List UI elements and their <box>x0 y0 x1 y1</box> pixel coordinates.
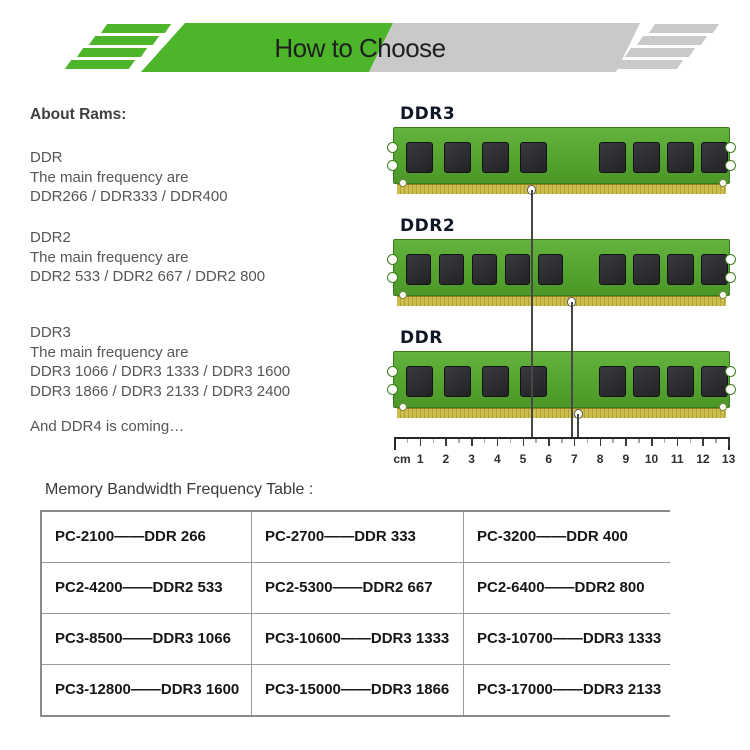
memory-chip <box>599 366 626 397</box>
banner-stripe-left <box>65 60 135 69</box>
module-label: DDR3 <box>400 104 456 124</box>
banner-stripe-left <box>77 48 147 57</box>
mounting-hole-icon <box>719 403 727 411</box>
gold-pins <box>397 408 726 418</box>
table-cell: PC3-10600——DDR3 1333 <box>252 614 463 664</box>
table-cell: PC2-6400——DDR2 800 <box>464 563 674 613</box>
memory-chip <box>444 366 471 397</box>
ruler-half-tick <box>433 439 435 443</box>
ruler-tick <box>420 439 422 446</box>
table-cell: PC-2100——DDR 266 <box>42 512 251 562</box>
ram-frequency-values: DDR3 1866 / DDR3 2133 / DDR3 2400 <box>30 382 291 400</box>
ruler-half-tick <box>587 439 589 443</box>
about-rams-text <box>30 106 380 435</box>
memory-chip <box>633 366 660 397</box>
table-cell: PC3-8500——DDR3 1066 <box>42 614 251 664</box>
memory-chip <box>505 254 530 285</box>
side-clip-icon <box>725 160 736 171</box>
side-clip-icon <box>387 160 398 171</box>
banner-stripe-right <box>625 48 695 57</box>
ruler-tick <box>728 439 730 446</box>
memory-chip <box>701 254 728 285</box>
ruler-tick <box>625 439 627 446</box>
side-clip-icon <box>387 384 398 395</box>
memory-chip <box>599 254 626 285</box>
table-heading: Memory Bandwidth Frequency Table : <box>45 481 314 498</box>
ram-frequency-values: DDR266 / DDR333 / DDR400 <box>30 188 228 205</box>
ruler-tick <box>445 439 447 446</box>
ruler-tick <box>523 439 525 446</box>
memory-chip <box>667 254 694 285</box>
ruler-unit-label: cm <box>393 452 411 466</box>
mounting-hole-icon <box>399 403 407 411</box>
frequency-table <box>40 510 670 717</box>
mounting-hole-icon <box>399 291 407 299</box>
banner-stripe-left <box>101 24 171 33</box>
ruler-tick <box>548 439 550 446</box>
ruler-half-tick <box>510 439 512 443</box>
ruler-half-tick <box>407 439 409 443</box>
memory-chip <box>538 254 563 285</box>
table-cell: PC3-10700——DDR3 1333 <box>464 614 674 664</box>
ruler-half-tick <box>458 439 460 443</box>
memory-chip <box>406 254 431 285</box>
ram-generation-section <box>30 148 228 207</box>
ruler-number: 12 <box>696 452 710 466</box>
ddr4-coming-note: And DDR4 is coming… <box>30 418 185 435</box>
memory-chip <box>599 142 626 173</box>
side-clip-icon <box>387 272 398 283</box>
ruler-number: 13 <box>721 452 736 466</box>
mounting-hole-icon <box>399 179 407 187</box>
ruler-tick <box>677 439 679 446</box>
gold-pins <box>397 184 726 194</box>
memory-chip <box>701 366 728 397</box>
mounting-hole-icon <box>719 179 727 187</box>
ram-frequency-values: DDR3 1066 / DDR3 1333 / DDR3 1600 <box>30 363 291 380</box>
gold-pins <box>397 296 726 306</box>
side-clip-icon <box>725 366 736 377</box>
ram-generation-name: DDR3 <box>30 324 71 341</box>
ruler-tick <box>574 439 576 446</box>
side-clip-icon <box>387 366 398 377</box>
ram-generation-name: DDR <box>30 149 63 166</box>
ruler-tick <box>471 439 473 446</box>
notch-guide-line <box>531 190 533 437</box>
memory-chip <box>520 142 547 173</box>
table-cell: PC3-17000——DDR3 2133 <box>464 665 674 715</box>
ram-generation-section <box>30 323 290 401</box>
notch-guide-line <box>577 414 579 437</box>
ram-generation-section <box>30 228 265 287</box>
memory-chip <box>472 254 497 285</box>
ruler-half-tick <box>664 439 666 443</box>
side-clip-icon <box>725 272 736 283</box>
memory-chip <box>701 142 728 173</box>
ruler-tick <box>651 439 653 446</box>
banner-title: How to Choose <box>274 33 446 63</box>
banner-stripe-right <box>637 36 707 45</box>
banner-stripe-left <box>89 36 159 45</box>
ruler-half-tick <box>484 439 486 443</box>
ram-frequency-intro: The main frequency are <box>30 168 189 186</box>
ruler-half-tick <box>535 439 537 443</box>
module-label: DDR <box>400 328 443 348</box>
memory-chip <box>406 142 433 173</box>
ruler-number: 6 <box>545 452 553 466</box>
ruler-number: 4 <box>493 452 501 466</box>
table-cell: PC3-12800——DDR3 1600 <box>42 665 251 715</box>
memory-chip <box>482 142 509 173</box>
ruler-number: 1 <box>416 452 424 466</box>
ram-generation-name: DDR2 <box>30 229 71 246</box>
ruler-number: 9 <box>622 452 630 466</box>
table-cell: PC3-15000——DDR3 1866 <box>252 665 463 715</box>
table-cell: PC-2700——DDR 333 <box>252 512 463 562</box>
memory-chip <box>633 142 660 173</box>
ruler-number: 3 <box>468 452 475 466</box>
ram-frequency-intro: The main frequency are <box>30 248 189 266</box>
table-cell: PC2-4200——DDR2 533 <box>42 563 251 613</box>
memory-chip <box>667 366 694 397</box>
ruler-tick <box>702 439 704 446</box>
side-clip-icon <box>725 142 736 153</box>
memory-chip <box>667 142 694 173</box>
ram-frequency-values: DDR2 533 / DDR2 667 / DDR2 800 <box>30 268 266 285</box>
ruler-half-tick <box>612 439 614 443</box>
memory-chip <box>406 366 433 397</box>
memory-chip <box>439 254 464 285</box>
banner-stripe-right <box>613 60 683 69</box>
side-clip-icon <box>725 384 736 395</box>
how-to-choose-banner <box>0 23 750 73</box>
ruler-half-tick <box>715 439 717 443</box>
about-heading: About Rams: <box>30 106 127 123</box>
ram-frequency-intro: The main frequency are <box>30 343 189 361</box>
banner-stripe-right <box>649 24 719 33</box>
ruler-tick <box>600 439 602 446</box>
ruler-half-tick <box>690 439 692 443</box>
module-label: DDR2 <box>400 216 456 236</box>
side-clip-icon <box>387 254 398 265</box>
ruler-half-tick <box>638 439 640 443</box>
ruler-number: 7 <box>571 452 578 466</box>
ruler-number: 8 <box>596 452 604 466</box>
side-clip-icon <box>725 254 736 265</box>
memory-chip <box>520 366 547 397</box>
table-cell: PC2-5300——DDR2 667 <box>252 563 463 613</box>
memory-chip <box>444 142 471 173</box>
ruler-number: 10 <box>644 452 659 466</box>
table-cell: PC-3200——DDR 400 <box>464 512 674 562</box>
side-clip-icon <box>387 142 398 153</box>
ruler-end-tick <box>394 437 396 450</box>
ruler-tick <box>497 439 499 446</box>
ruler-half-tick <box>561 439 563 443</box>
ruler-number: 2 <box>442 452 450 466</box>
notch-guide-line <box>571 302 573 437</box>
ruler-number: 11 <box>670 452 684 466</box>
memory-chip <box>633 254 660 285</box>
ruler-number: 5 <box>519 452 527 466</box>
memory-chip <box>482 366 509 397</box>
mounting-hole-icon <box>719 291 727 299</box>
